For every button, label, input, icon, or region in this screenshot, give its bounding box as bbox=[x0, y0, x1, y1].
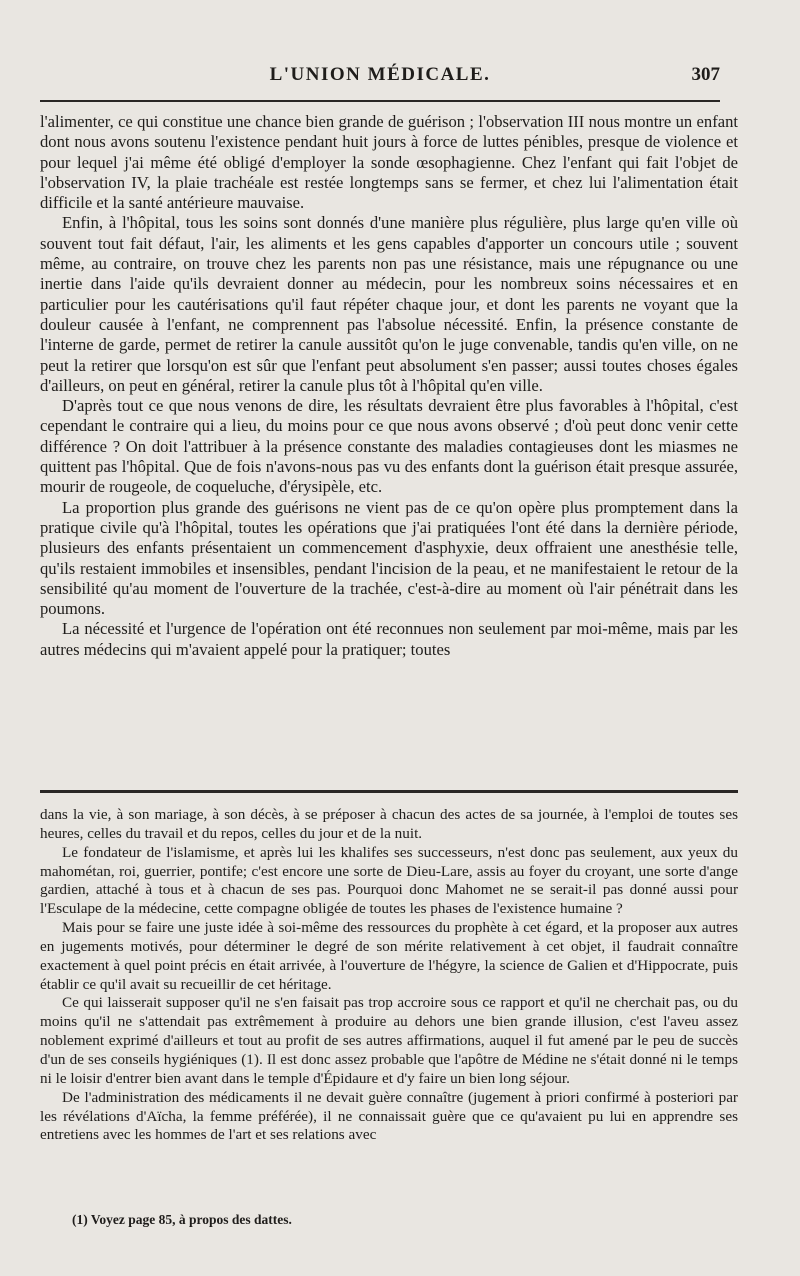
paragraph: D'après tout ce que nous venons de dire, les résultats devraient être plus favorables à l'hôpital, c'est cependant le contraire qui a lieu, du moins pour ce que nous avons observé ; d'où peut donc venir cette différence ? On doit l'attribuer à la présence constante des maladies contagieuses dont les miasmes ne quittent pas l'hôpital. Que de fois n'avons-nous pas vu des enfants dont la guérison était presque assurée, mourir de rougeole, de coqueluche, d'érysipèle, etc. bbox=[40, 396, 738, 497]
running-header bbox=[40, 64, 720, 94]
note-paragraph: dans la vie, à son mariage, à son décès, à se préposer à chacun des actes de sa journée, à l'emploi de toutes ses heures, celles du travail et du repos, celles du jour et de la nuit. bbox=[40, 806, 738, 842]
paragraph: Enfin, à l'hôpital, tous les soins sont donnés d'une manière plus régulière, plus large qu'en ville où souvent tout fait défaut, l'air, les aliments et les gens capables d'apporter un concours utile ; souvent même, au contraire, on trouve chez les parents non pas une résistance, mais une répugnance ou une inertie dans l'aide qu'ils devraient donner au médecin, pour les nombreux soins nécessaires et en particulier pour les cautérisations qu'il faut répéter chaque jour, et dont les parents ne voyant que la douleur causée à l'enfant, ne comprennent pas l'absolue nécessité. Enfin, la présence constante de l'interne de garde, permet de retirer la canule aussitôt qu'on le juge convenable, tandis qu'en ville, on ne peut la retirer que lorsqu'on est sûr que l'enfant peut absolument s'en passer; aussi toutes choses égales d'ailleurs, on peut en général, retirer la canule plus tôt à l'hôpital qu'en ville. bbox=[40, 213, 738, 395]
paragraph: La proportion plus grande des guérisons ne vient pas de ce qu'on opère plus promptement dans la pratique civile qu'à l'hôpital, toutes les opérations que j'ai pratiquées l'ont été dans la dernière période, plusieurs des enfants présentaient un commencement d'asphyxie, deux offraient une anesthésie telle, qu'ils restaient immobiles et insensibles, pendant l'incision de la peau, et ne manifestaient le retour de la sensibilité qu'au moment de l'ouverture de la trachée, c'est-à-dire au moment où l'air pénétrait dans les poumons. bbox=[40, 497, 738, 619]
section-rule bbox=[40, 790, 738, 793]
note-paragraph: Mais pour se faire une juste idée à soi-même des ressources du prophète à cet égard, et la proposer aux autres en jugements motivés, pour déterminer le degré de son mérite relativement à cet objet, il faudrait connaître exactement à quel point précis en était arrivée, à l'ouverture de l'hégyre, la science de Galien et d'Hippocrate, puis établir ce qu'il avait su recueillir de cet héritage. bbox=[40, 919, 738, 993]
paragraph: l'alimenter, ce qui constitue une chance bien grande de guérison ; l'observation III nous montre un enfant dont nous avons soutenu l'existence pendant huit jours à force de luttes pénibles, presque de violence et pour lequel j'ai même été obligé d'employer la sonde œsophagienne. Chez l'enfant qui fait l'objet de l'observation IV, la plaie trachéale est restée longtemps sans se fermer, et chez lui l'alimentation était difficile et la santé antérieure mauvaise. bbox=[40, 112, 738, 213]
header-rule bbox=[40, 100, 720, 102]
note-paragraph: Le fondateur de l'islamisme, et après lui les khalifes ses successeurs, n'est donc pas seulement, aux yeux du mahométan, roi, guerrier, pontife; c'est encore une sorte de Dieu-Lare, assis au foyer du croyant, une sorte d'ange gardien, attaché à tous et à chacun de ses pas. Pourquoi donc Mahomet ne se serait-il pas donné aussi pour l'Esculape de la médecine, cette compagne obligée de toutes les phases de l'existence humaine ? bbox=[40, 843, 738, 918]
journal-title: L'UNION MÉDICALE. bbox=[269, 64, 491, 85]
feuilleton-text bbox=[40, 806, 738, 1145]
note-paragraph: Ce qui laisserait supposer qu'il ne s'en faisait pas trop accroire sous ce rapport et qu'il ne cherchait pas, ou du moins qu'il ne s'attendait pas extrêmement à produire au dehors une bien grande illusion, c'est l'aveu assez noblement exprimé d'ailleurs et tout au profit de ses autres affirmations, auquel il fut amené par le peu de succès d'un de ses conseils hygiéniques (1). Il est donc assez probable que l'apôtre de Médine ne s'était donné ni le temps ni le loisir d'entrer bien avant dans le temple d'Épidaure et d'y faire un bien long séjour. bbox=[40, 994, 738, 1087]
paragraph: La nécessité et l'urgence de l'opération ont été reconnues non seulement par moi-même, mais par les autres médecins qui m'avaient appelé pour la pratiquer; toutes bbox=[40, 619, 738, 659]
page-number: 307 bbox=[691, 64, 720, 85]
footnote: (1) Voyez page 85, à propos des dattes. bbox=[72, 1212, 292, 1227]
main-text bbox=[40, 112, 738, 660]
note-paragraph: De l'administration des médicaments il ne devait guère connaître (jugement à priori confirmé à posteriori par les révélations d'Aïcha, la femme préférée), il ne connaissait guère que ce qu'avaient pu lui en apprendre ses entretiens avec les hommes de l'art et ses relations avec bbox=[40, 1088, 738, 1144]
